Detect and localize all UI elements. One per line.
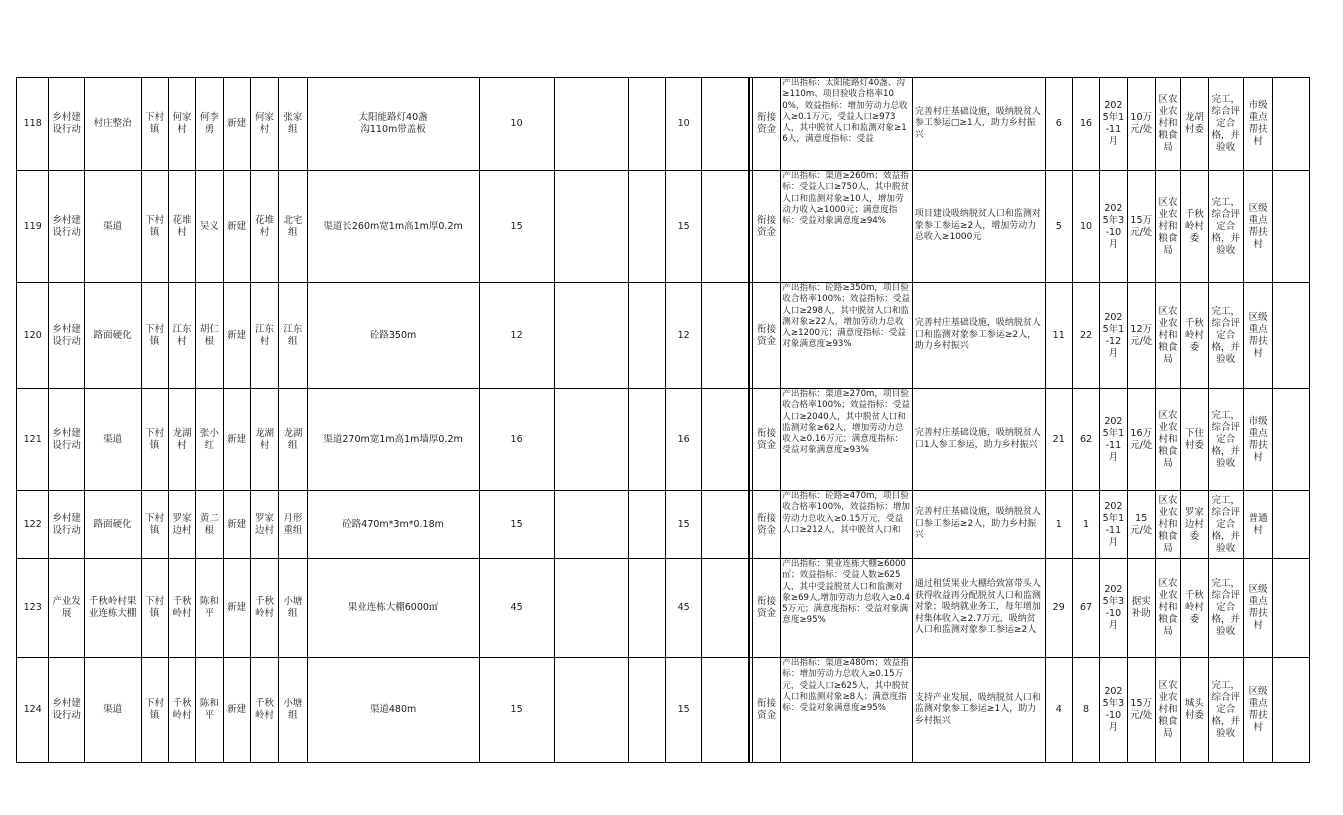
department-cell: 区农业农村和粮食局 [1155, 559, 1180, 658]
blank-cell [554, 283, 629, 389]
performance-indicators-cell [781, 78, 913, 171]
row-number: 124 [17, 658, 49, 763]
benefit-mechanism-cell: 完善村庄基础设施，吸纳脱贫人口参工参运≥2人，助力乡村振兴 [912, 491, 1045, 559]
village-cell: 何家村 [168, 78, 195, 171]
population-cell: 10 [1072, 171, 1099, 283]
owner-cell: 龙胡村委 [1181, 78, 1208, 171]
village-level-cell: 区级重点帮扶村 [1243, 171, 1272, 283]
blank-cell [702, 658, 749, 763]
town-cell: 下村镇 [141, 491, 168, 559]
nature-cell: 新建 [223, 559, 250, 658]
content-cell: 渠道长260m宽1m高1m厚0.2m [307, 171, 479, 283]
project-type-cell: 乡村建设行动 [49, 78, 84, 171]
project-type-cell: 乡村建设行动 [49, 658, 84, 763]
blank-cell [1273, 78, 1310, 171]
blank-cell [702, 389, 749, 491]
village-level-cell: 区级重点帮扶村 [1243, 559, 1272, 658]
performance-indicators-cell [781, 559, 913, 658]
population-cell: 16 [1072, 78, 1099, 171]
indicators-text: 产出指标：砼路≥470m，项目验收合格率100%，效益指标：增加劳动力总收入≥0.15万元，受益人口≥212人，其中脱贫人口和 [782, 491, 910, 535]
project-type-cell: 乡村建设行动 [49, 171, 84, 283]
department-cell: 区农业农村和粮食局 [1155, 78, 1180, 171]
project-name-cell: 渠道 [84, 171, 141, 283]
subsidy-cell: 15万元/处 [1127, 171, 1155, 283]
fund-source-cell: 衔接资金 [752, 658, 780, 763]
site-group-cell: 小塘组 [279, 559, 307, 658]
subsidy-cell: 15元/处 [1127, 491, 1155, 559]
site-group-cell: 张家组 [279, 78, 307, 171]
indicators-text: 产出指标：太阳能路灯40盏、沟≥110m、项目验收合格率100%，效益指标：增加劳动力总收入≥0.1万元，受益人口≥973人，其中脱贫人口和监测对象≥16人，满意度指标：受益 [782, 78, 908, 145]
indicators-text: 产出指标：砼路≥350m，项目验收合格率100%；效益指标：受益人口≥298人，其中脱贫人口和监测对象≥22人，增加劳动力总收入≥1200元；满意度指标：受益对象满意度≥93% [782, 283, 910, 350]
project-name-cell: 千秋岭村果业连栋大棚 [84, 559, 141, 658]
village-level-cell: 市级重点帮扶村 [1243, 389, 1272, 491]
table-row [17, 491, 1310, 559]
population-cell: 8 [1072, 658, 1099, 763]
fund-source-cell: 衔接资金 [752, 491, 780, 559]
indicators-text: 产出指标：渠道≥480m；效益指标：增加劳动力总收入≥0.15万元，受益人口≥625人，其中脱贫人口和监测对象≥8人；满意度指标：受益对象满意度≥95% [782, 658, 910, 714]
period-cell: 2025年1-11月 [1100, 389, 1127, 491]
village-cell: 龙湖村 [168, 389, 195, 491]
blank-cell [554, 389, 629, 491]
owner-cell: 下住村委 [1181, 389, 1208, 491]
benefit-mechanism-cell: 完善村庄基础设施，吸纳脱贫人口1人参工参运，助力乡村振兴 [912, 389, 1045, 491]
project-name-cell: 渠道 [84, 658, 141, 763]
fund-source-cell: 衔接资金 [752, 171, 780, 283]
fund-amount-cell: 16 [665, 389, 701, 491]
table-row [17, 389, 1310, 491]
acceptance-cell: 完工，综合评定合格，并验收 [1208, 658, 1243, 763]
leader-cell: 吴义 [196, 171, 223, 283]
nature-cell: 新建 [223, 78, 250, 171]
blank-cell [1273, 559, 1310, 658]
performance-indicators-cell [781, 283, 913, 389]
site-village-cell: 花堆村 [250, 171, 278, 283]
site-village-cell: 罗家边村 [250, 491, 278, 559]
total-investment-cell: 16 [479, 389, 554, 491]
total-investment-cell: 12 [479, 283, 554, 389]
town-cell: 下村镇 [141, 171, 168, 283]
subsidy-cell: 12万元/处 [1127, 283, 1155, 389]
population-cell: 62 [1072, 389, 1099, 491]
subsidy-cell: 10万元/处 [1127, 78, 1155, 171]
blank-cell [1273, 171, 1310, 283]
blank-cell [702, 171, 749, 283]
fund-amount-cell: 10 [665, 78, 701, 171]
town-cell: 下村镇 [141, 283, 168, 389]
households-cell: 4 [1045, 658, 1072, 763]
benefit-mechanism-cell: 完善村庄基础设施，吸纳脱贫人口和监测对象参工参运≥2人，助力乡村振兴 [912, 283, 1045, 389]
nature-cell: 新建 [223, 658, 250, 763]
benefit-mechanism-cell: 通过租赁果业大棚给致富带头人获得收益再分配脱贫人口和监测对象；吸纳就业务工，每年增加村集体收入≥2.7万元，吸纳贫人口和监测对象参工参运≥2人 [912, 559, 1045, 658]
total-investment-cell: 15 [479, 658, 554, 763]
fund-source-cell: 衔接资金 [752, 283, 780, 389]
department-cell: 区农业农村和粮食局 [1155, 658, 1180, 763]
leader-cell: 胡仁根 [196, 283, 223, 389]
subsidy-cell: 16万元/处 [1127, 389, 1155, 491]
nature-cell: 新建 [223, 171, 250, 283]
village-level-cell: 区级重点帮扶村 [1243, 658, 1272, 763]
households-cell: 21 [1045, 389, 1072, 491]
blank-cell [554, 658, 629, 763]
blank-cell [629, 78, 665, 171]
blank-cell [702, 78, 749, 171]
blank-cell [554, 559, 629, 658]
department-cell: 区农业农村和粮食局 [1155, 389, 1180, 491]
total-investment-cell: 45 [479, 559, 554, 658]
indicators-text: 产出指标：渠道≥270m，项目验收合格率100%；效益指标：受益人口≥2040人，其中脱贫人口和监测对象≥62人，增加劳动力总收入≥0.16万元；满意度指标：受益对象满意度≥93% [782, 389, 910, 456]
blank-cell [1273, 491, 1310, 559]
period-cell: 2025年1-11月 [1100, 491, 1127, 559]
blank-cell [1273, 658, 1310, 763]
fund-amount-cell: 12 [665, 283, 701, 389]
town-cell: 下村镇 [141, 78, 168, 171]
acceptance-cell: 完工，综合评定合格，并验收 [1208, 491, 1243, 559]
content-cell: 砼路470m*3m*0.18m [307, 491, 479, 559]
leader-cell: 陈和平 [196, 658, 223, 763]
content-cell: 太阳能路灯40盏 沟110m带盖板 [307, 78, 479, 171]
content-cell: 果业连栋大棚6000㎡ [307, 559, 479, 658]
owner-cell: 千秋岭村委 [1181, 283, 1208, 389]
site-group-cell: 北宅组 [279, 171, 307, 283]
content-cell: 渠道270m宽1m高1m墙厚0.2m [307, 389, 479, 491]
period-cell: 2025年3-10月 [1100, 559, 1127, 658]
total-investment-cell: 10 [479, 78, 554, 171]
period-cell: 2025年3-10月 [1100, 658, 1127, 763]
blank-cell [554, 491, 629, 559]
blank-cell [702, 283, 749, 389]
fund-amount-cell: 15 [665, 171, 701, 283]
acceptance-cell: 完工，综合评定合格，并验收 [1208, 559, 1243, 658]
nature-cell: 新建 [223, 283, 250, 389]
acceptance-cell: 完工，综合评定合格，并验收 [1208, 171, 1243, 283]
row-number: 119 [17, 171, 49, 283]
village-cell: 千秋岭村 [168, 658, 195, 763]
owner-cell: 城头村委 [1181, 658, 1208, 763]
blank-cell [1273, 283, 1310, 389]
households-cell: 11 [1045, 283, 1072, 389]
blank-cell [554, 78, 629, 171]
site-village-cell: 龙湖村 [250, 389, 278, 491]
leader-cell: 黄二根 [196, 491, 223, 559]
project-table [16, 77, 1310, 763]
performance-indicators-cell [781, 171, 913, 283]
performance-indicators-cell [781, 389, 913, 491]
table-row [17, 658, 1310, 763]
site-village-cell: 千秋岭村 [250, 559, 278, 658]
fund-source-cell: 衔接资金 [752, 389, 780, 491]
site-village-cell: 江东村 [250, 283, 278, 389]
population-cell: 22 [1072, 283, 1099, 389]
site-village-cell: 千秋岭村 [250, 658, 278, 763]
benefit-mechanism-cell: 项目建设吸纳脱贫人口和监测对象参工参运≥2人，增加劳动力总收入≥1000元 [912, 171, 1045, 283]
town-cell: 下村镇 [141, 389, 168, 491]
department-cell: 区农业农村和粮食局 [1155, 283, 1180, 389]
blank-cell [629, 559, 665, 658]
department-cell: 区农业农村和粮食局 [1155, 491, 1180, 559]
village-cell: 花堆村 [168, 171, 195, 283]
performance-indicators-cell [781, 658, 913, 763]
site-group-cell: 小塘组 [279, 658, 307, 763]
acceptance-cell: 完工，综合评定合格，并验收 [1208, 78, 1243, 171]
project-type-cell: 乡村建设行动 [49, 491, 84, 559]
village-cell: 千秋岭村 [168, 559, 195, 658]
households-cell: 5 [1045, 171, 1072, 283]
project-type-cell: 产业发展 [49, 559, 84, 658]
blank-cell [554, 171, 629, 283]
households-cell: 29 [1045, 559, 1072, 658]
village-level-cell: 区级重点帮扶村 [1243, 283, 1272, 389]
blank-cell [629, 283, 665, 389]
blank-cell [702, 559, 749, 658]
site-group-cell: 江东组 [279, 283, 307, 389]
subsidy-cell: 据实补助 [1127, 559, 1155, 658]
fund-amount-cell: 15 [665, 658, 701, 763]
project-type-cell: 乡村建设行动 [49, 389, 84, 491]
total-investment-cell: 15 [479, 171, 554, 283]
population-cell: 1 [1072, 491, 1099, 559]
project-name-cell: 路面硬化 [84, 491, 141, 559]
nature-cell: 新建 [223, 389, 250, 491]
period-cell: 2025年3-10月 [1100, 171, 1127, 283]
village-cell: 江东村 [168, 283, 195, 389]
table-row [17, 559, 1310, 658]
row-number: 121 [17, 389, 49, 491]
village-level-cell: 市级重点帮扶村 [1243, 78, 1272, 171]
blank-cell [629, 658, 665, 763]
village-level-cell: 普通村 [1243, 491, 1272, 559]
project-name-cell: 路面硬化 [84, 283, 141, 389]
project-name-cell: 渠道 [84, 389, 141, 491]
benefit-mechanism-cell: 支持产业发展，吸纳脱贫人口和监测对象参工参运≥1人，助力乡村振兴 [912, 658, 1045, 763]
owner-cell: 罗家边村委 [1181, 491, 1208, 559]
site-group-cell: 龙湖组 [279, 389, 307, 491]
blank-cell [629, 171, 665, 283]
acceptance-cell: 完工，综合评定合格，并验收 [1208, 283, 1243, 389]
village-cell: 罗家边村 [168, 491, 195, 559]
town-cell: 下村镇 [141, 559, 168, 658]
blank-cell [1273, 389, 1310, 491]
leader-cell: 陈和平 [196, 559, 223, 658]
benefit-mechanism-cell: 完善村庄基础设施，吸纳脱贫人参工参运□≥1人，助力乡村振兴 [912, 78, 1045, 171]
blank-cell [629, 389, 665, 491]
fund-amount-cell: 15 [665, 491, 701, 559]
period-cell: 2025年1-12月 [1100, 283, 1127, 389]
acceptance-cell: 完工，综合评定合格，并验收 [1208, 389, 1243, 491]
table-body [17, 78, 1310, 763]
blank-cell [702, 491, 749, 559]
fund-source-cell: 衔接资金 [752, 78, 780, 171]
households-cell: 6 [1045, 78, 1072, 171]
population-cell: 67 [1072, 559, 1099, 658]
fund-amount-cell: 45 [665, 559, 701, 658]
row-number: 122 [17, 491, 49, 559]
indicators-text: 产出指标：果业连栋大棚≥6000㎡；效益指标：受益人数≥625人，其中受益脱贫人口和监测对象≥69人,增加劳动力总收入≥0.45万元；满意度指标：受益对象满意度≥95% [782, 559, 910, 626]
table-row [17, 78, 1310, 171]
site-group-cell: 月形重组 [279, 491, 307, 559]
fund-source-cell: 衔接资金 [752, 559, 780, 658]
performance-indicators-cell [781, 491, 913, 559]
owner-cell: 千秋岭村委 [1181, 171, 1208, 283]
project-name-cell: 村庄整治 [84, 78, 141, 171]
project-type-cell: 乡村建设行动 [49, 283, 84, 389]
leader-cell: 张小红 [196, 389, 223, 491]
row-number: 118 [17, 78, 49, 171]
table-row [17, 283, 1310, 389]
nature-cell: 新建 [223, 491, 250, 559]
row-number: 123 [17, 559, 49, 658]
leader-cell: 何李勇 [196, 78, 223, 171]
content-cell: 砼路350m [307, 283, 479, 389]
row-number: 120 [17, 283, 49, 389]
site-village-cell: 何家村 [250, 78, 278, 171]
department-cell: 区农业农村和粮食局 [1155, 171, 1180, 283]
table-row [17, 171, 1310, 283]
town-cell: 下村镇 [141, 658, 168, 763]
period-cell: 2025年1-11月 [1100, 78, 1127, 171]
content-cell: 渠道480m [307, 658, 479, 763]
blank-cell [629, 491, 665, 559]
households-cell: 1 [1045, 491, 1072, 559]
owner-cell: 千秋岭村委 [1181, 559, 1208, 658]
total-investment-cell: 15 [479, 491, 554, 559]
indicators-text: 产出指标：渠道≥260m；效益指标：受益人口≥750人，其中脱贫人口和监测对象≥10人，增加劳动力收入≥1000元；满意度指标：受益对象满意度≥94% [782, 171, 910, 227]
subsidy-cell: 15万元/处 [1127, 658, 1155, 763]
